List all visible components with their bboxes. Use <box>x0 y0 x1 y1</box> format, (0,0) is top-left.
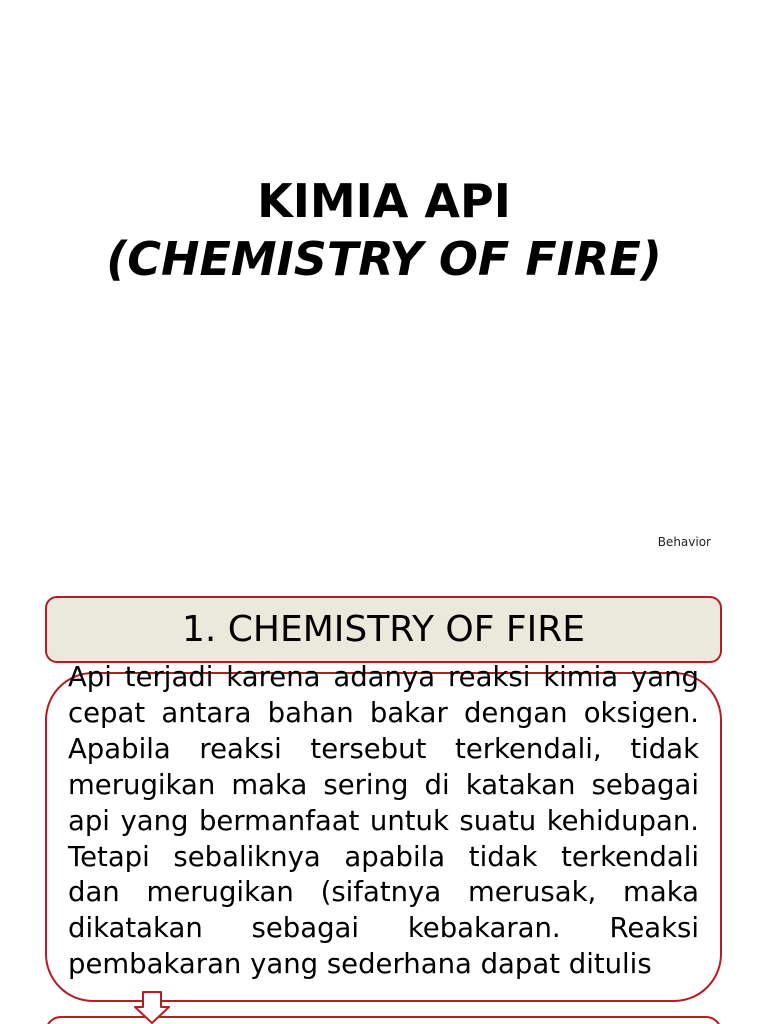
body-paragraph: Api terjadi karena adanya reaksi kimia yang cepat antara bahan bakar dengan oksigen. Apabila reaksi tersebut terkendali, tidak merugikan maka sering di katakan sebagai api yang bermanfaat untuk suatu kehidupan. Tetapi sebaliknya apabila tidak terkendali dan merugikan (sifatnya merusak, maka dikatakan sebagai kebakaran. Reaksi pembakaran yang sederhana dapat ditulis <box>68 661 699 981</box>
section-heading: 1. CHEMISTRY OF FIRE <box>182 609 585 650</box>
slide-subtitle: (CHEMISTRY OF FIRE) <box>106 232 662 286</box>
slide-title: KIMIA API <box>257 174 511 228</box>
title-block <box>0 172 768 288</box>
caption-text: Behavior <box>657 535 711 549</box>
down-arrow-icon <box>133 991 171 1024</box>
section-heading-box <box>45 596 722 663</box>
